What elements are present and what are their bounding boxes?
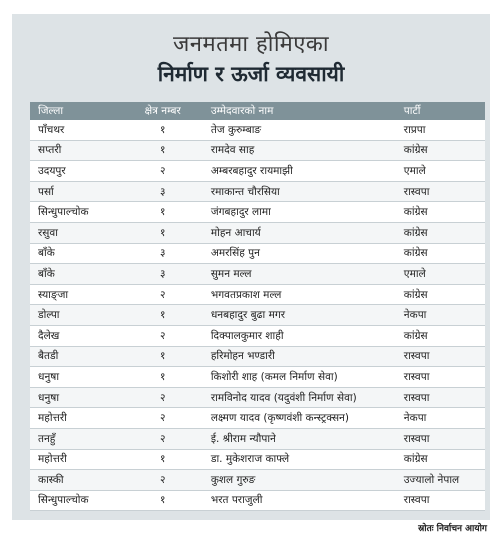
- cell-district: धनुषा: [30, 367, 119, 388]
- cell-party: रास्वपा: [400, 346, 485, 367]
- cell-candidate: धनबहादुर बुढा मगर: [207, 305, 400, 326]
- cell-party: कांग्रेस: [400, 222, 485, 243]
- header-party: पार्टी: [400, 102, 485, 120]
- cell-constituency: २: [119, 161, 207, 182]
- cell-candidate: कुशल गुरुङ: [207, 470, 400, 491]
- table-row: [30, 161, 485, 182]
- cell-party: कांग्रेस: [400, 284, 485, 305]
- table-row: [30, 264, 485, 285]
- cell-candidate: भगवतप्रकाश मल्ल: [207, 284, 400, 305]
- table-row: [30, 346, 485, 367]
- cell-party: रास्वपा: [400, 387, 485, 408]
- table-row: [30, 470, 485, 491]
- cell-party: कांग्रेस: [400, 140, 485, 161]
- cell-district: धनुषा: [30, 387, 119, 408]
- table-row: [30, 408, 485, 429]
- table-row: [30, 387, 485, 408]
- cell-candidate: लक्ष्मण यादव (कृष्णवंशी कन्स्ट्रक्सन): [207, 408, 400, 429]
- cell-constituency: १: [119, 140, 207, 161]
- cell-district: सप्तरी: [30, 140, 119, 161]
- cell-district: पाँचथर: [30, 120, 119, 140]
- cell-party: रास्वपा: [400, 367, 485, 388]
- cell-candidate: हरिमोहन भण्डारी: [207, 346, 400, 367]
- table-header-row: [30, 102, 485, 120]
- cell-candidate: अमरसिंह पुन: [207, 243, 400, 264]
- table-row: [30, 181, 485, 202]
- cell-party: एमाले: [400, 161, 485, 182]
- cell-constituency: २: [119, 408, 207, 429]
- table-row: [30, 120, 485, 140]
- cell-party: रास्वपा: [400, 428, 485, 449]
- cell-party: एमाले: [400, 264, 485, 285]
- header-constituency: क्षेत्र नम्बर: [119, 102, 207, 120]
- cell-party: राप्रपा: [400, 120, 485, 140]
- cell-constituency: १: [119, 490, 207, 511]
- cell-party: कांग्रेस: [400, 243, 485, 264]
- cell-constituency: १: [119, 202, 207, 223]
- cell-candidate: दिक्पालकुमार शाही: [207, 325, 400, 346]
- cell-district: बाँके: [30, 264, 119, 285]
- cell-district: बैतडी: [30, 346, 119, 367]
- cell-constituency: २: [119, 284, 207, 305]
- cell-constituency: १: [119, 367, 207, 388]
- cell-constituency: १: [119, 305, 207, 326]
- cell-district: कास्की: [30, 470, 119, 491]
- table-row: [30, 490, 485, 511]
- cell-party: रास्वपा: [400, 490, 485, 511]
- cell-district: बाँके: [30, 243, 119, 264]
- cell-district: महोत्तरी: [30, 408, 119, 429]
- cell-party: कांग्रेस: [400, 202, 485, 223]
- cell-constituency: १: [119, 120, 207, 140]
- table-row: [30, 325, 485, 346]
- cell-candidate: ई. श्रीराम न्यौपाने: [207, 428, 400, 449]
- header-candidate: उम्मेदवारको नाम: [207, 102, 400, 120]
- cell-district: उदयपुर: [30, 161, 119, 182]
- cell-district: रसुवा: [30, 222, 119, 243]
- table-row: [30, 222, 485, 243]
- cell-constituency: १: [119, 449, 207, 470]
- cell-constituency: ३: [119, 181, 207, 202]
- cell-district: सिन्धुपाल्चोक: [30, 202, 119, 223]
- cell-candidate: रामदेव साह: [207, 140, 400, 161]
- cell-constituency: २: [119, 387, 207, 408]
- cell-party: नेकपा: [400, 408, 485, 429]
- cell-party: रास्वपा: [400, 181, 485, 202]
- cell-party: नेकपा: [400, 305, 485, 326]
- cell-district: तनहुँ: [30, 428, 119, 449]
- cell-candidate: रामविनोद यादव (यदुवंशी निर्माण सेवा): [207, 387, 400, 408]
- cell-constituency: ३: [119, 264, 207, 285]
- cell-candidate: सुमन मल्ल: [207, 264, 400, 285]
- title-line-2: निर्माण र ऊर्जा व्यवसायी: [157, 62, 345, 86]
- cell-party: कांग्रेस: [400, 325, 485, 346]
- title-line-1: जनमतमा होमिएका: [172, 32, 330, 57]
- header-district: जिल्ला: [30, 102, 119, 120]
- cell-candidate: रमाकान्त चौरसिया: [207, 181, 400, 202]
- cell-candidate: अम्बरबहादुर रायमाझी: [207, 161, 400, 182]
- infographic-panel: [12, 14, 490, 520]
- cell-district: पर्सा: [30, 181, 119, 202]
- cell-party: कांग्रेस: [400, 449, 485, 470]
- cell-district: डोल्पा: [30, 305, 119, 326]
- source-note: स्रोतः निर्वाचन आयोग: [418, 524, 487, 534]
- cell-constituency: १: [119, 222, 207, 243]
- cell-candidate: तेज कुरुम्बाङ: [207, 120, 400, 140]
- table-row: [30, 428, 485, 449]
- cell-constituency: ३: [119, 243, 207, 264]
- cell-candidate: भरत पराजुली: [207, 490, 400, 511]
- cell-constituency: १: [119, 346, 207, 367]
- table-body: [30, 120, 485, 511]
- table-row: [30, 305, 485, 326]
- table-row: [30, 449, 485, 470]
- cell-constituency: २: [119, 470, 207, 491]
- table-row: [30, 202, 485, 223]
- cell-party: उज्यालो नेपाल: [400, 470, 485, 491]
- cell-candidate: डा. मुकेशराज काफ्ले: [207, 449, 400, 470]
- cell-constituency: २: [119, 325, 207, 346]
- cell-candidate: किशोरी शाह (कमल निर्माण सेवा): [207, 367, 400, 388]
- table-row: [30, 243, 485, 264]
- cell-district: स्याङ्जा: [30, 284, 119, 305]
- table-row: [30, 284, 485, 305]
- cell-district: दैलेख: [30, 325, 119, 346]
- cell-district: सिन्धुपाल्चोक: [30, 490, 119, 511]
- table-row: [30, 140, 485, 161]
- candidates-table: [30, 102, 485, 511]
- cell-district: महोत्तरी: [30, 449, 119, 470]
- cell-candidate: मोहन आचार्य: [207, 222, 400, 243]
- cell-candidate: जंगबहादुर लामा: [207, 202, 400, 223]
- cell-constituency: २: [119, 428, 207, 449]
- table-row: [30, 367, 485, 388]
